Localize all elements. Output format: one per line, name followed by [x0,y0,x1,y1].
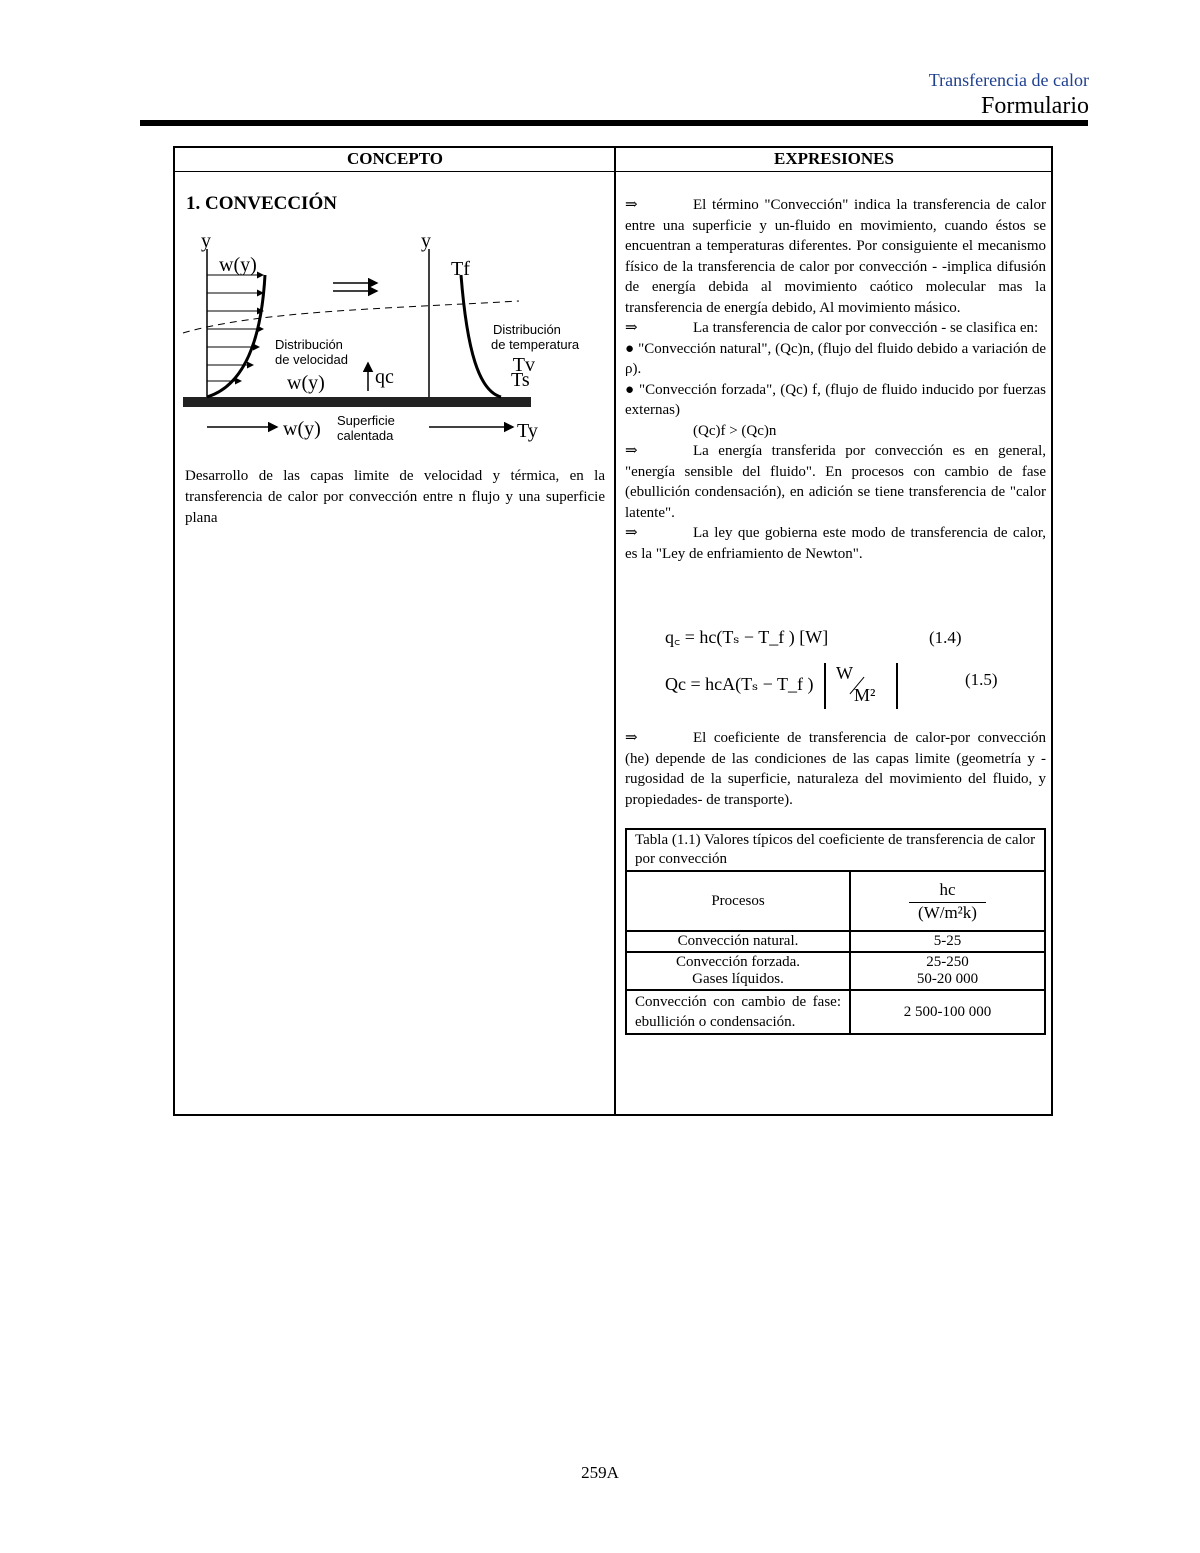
paragraph-5-block [625,728,1046,810]
label-qc: qc [375,366,394,388]
implies-icon: ⇒ [625,443,638,459]
paragraph-3: ⇒ La energía transferida por convección es en general, "energía sensible del fluido". En procesos con cambio de fase (ebullición condensación), en adición se tiene transferencia de "calor latente". [625,443,1046,521]
table-head-process: Procesos [626,871,850,931]
section-title: 1. CONVECCIÓN [186,193,337,214]
implies-icon: ⇒ [625,525,638,541]
paragraph-5: ⇒ El coeficiente de transferencia de calor-por convección (he) depende de las condiciones de las capas limite (geometría y -rugosidad de la superficie, naturaleza del movimiento del fluido, y propiedades- de transporte). [625,730,1046,808]
label-ts: Ts [511,369,530,391]
header-subtitle: Transferencia de calor [928,70,1089,90]
bullet-natural: ● "Convección natural", (Qc)n, (flujo del fluido debido a variación de ρ). [625,340,1047,377]
label-dist-vel-1: Distribución [275,337,343,352]
label-w-bottom: w(y) [283,418,321,440]
implies-icon: ⇒ [625,320,638,336]
label-surface-1: Superficie [337,413,395,428]
label-dist-temp-2: de temperatura [491,337,580,352]
column-header-expresiones: EXPRESIONES [615,148,1053,172]
table-row: Convección natural. 5-25 [626,931,1045,952]
table-row: Convección forzada. Gases líquidos. 25-250 50-20 000 [626,952,1045,990]
label-y-left: y [201,230,211,252]
table-row: Convección con cambio de fase: ebullición o condensación. 2 500-100 000 [626,990,1045,1034]
label-surface-2: calentada [337,428,394,443]
label-y-right: y [421,230,431,252]
label-w-top: w(y) [219,254,257,276]
equation-number-1-5: (1.5) [965,670,998,689]
label-tv: Tv [512,354,535,376]
formula-1-4: q꜀ = hc(Tₛ − T_f ) [W] [665,627,829,647]
paragraph-1: ⇒ El término "Convección" indica la transferencia de calor entre una superficie y un-fluido en movimiento, cuando éstos se encuentran a temperaturas diferentes. Por consiguiente el mecanismo físico de la transferencia de calor por convección - -implica difusión de energía debida al movimiento caótico molecular mas la transferencia de energía debido, Al movimiento másico. [625,197,1046,316]
comparison: (Qc)f > (Qc)n [693,422,777,439]
equation-number-1-4: (1.4) [929,628,962,647]
header-rule [140,120,1088,126]
table-head-hc: hc (W/m²k) [850,871,1045,931]
paragraph-4: ⇒ La ley que gobierna este modo de transferencia de calor, es la "Ley de enfriamiento de Newton". [625,525,1046,562]
label-dist-vel-2: de velocidad [275,352,348,367]
expressions-text [625,195,1046,564]
hc-values-table [625,828,1046,1035]
column-divider [614,148,616,1114]
label-dist-temp-1: Distribución [493,322,561,337]
column-header-concepto: CONCEPTO [175,148,615,172]
paragraph-2: ⇒ La transferencia de calor por convección - se clasifica en: [625,318,1046,339]
label-ty: Ty [517,420,538,442]
bullet-forced: ● "Convección forzada", (Qc) f, (flujo de fluido inducido por fuerzas externas) [625,381,1047,418]
implies-icon: ⇒ [625,730,638,746]
label-w-mid: w(y) [287,372,325,394]
label-tf: Tf [451,258,470,280]
heated-surface [183,397,531,407]
table-caption: Tabla (1.1) Valores típicos del coeficiente de transferencia de calor por convección [626,829,1045,871]
formula-table [173,146,1053,1116]
formula-1-5: Qc = hcA(Tₛ − T_f ) W M² [665,663,898,709]
diagram-caption: Desarrollo de las capas limite de velocidad y térmica, en la transferencia de calor por convección entre n flujo y una superficie plana [185,468,605,526]
page-number: 259A [581,1463,619,1482]
header-title: Formulario [981,93,1089,119]
boundary-layer-diagram [179,230,580,446]
implies-icon: ⇒ [625,197,638,213]
